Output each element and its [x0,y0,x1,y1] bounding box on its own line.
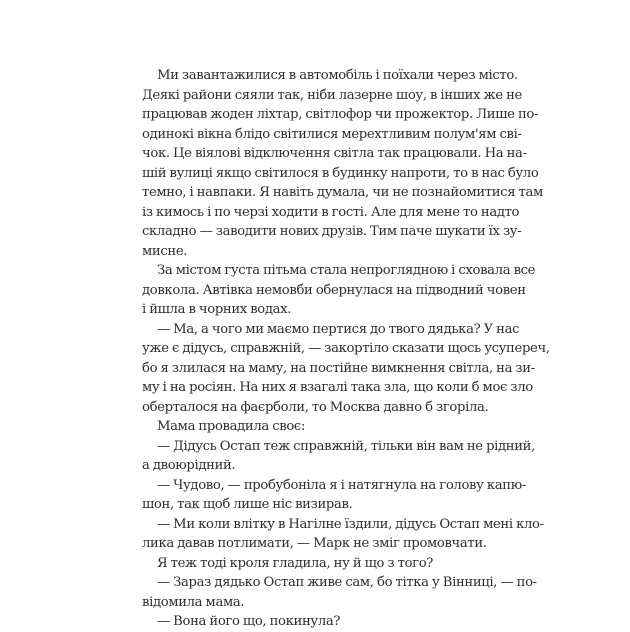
text-line: — Зараз дядько Остап живе сам, бо тітка у Вінниці, — по- [157,575,537,590]
text-line: лика давав потлимати, — Марк не зміг промовчати. [142,536,487,551]
text-line: довкола. Автівка немовби обернулася на підводний човен [142,282,526,298]
text-line: і йшла в чорних водах. [142,302,292,317]
text-line: а двоюрідний. [142,458,236,473]
text-line: уже є дідусь, справжній, — закортіло сказати щось усупереч, [142,341,550,356]
text-line: одинокі вікна блідо світилися мерехтливим полум'ям сві- [142,126,522,142]
text-line: Деякі райони сяяли так, ніби лазерне шоу, в інших же не [142,87,522,103]
text-line: Я теж тоді кроля гладила, ну й що з того? [157,555,434,571]
text-line: темно, і навпаки. Я навіть думала, чи не познайомитися там [142,185,543,200]
text-line: складно — заводити нових друзів. Тим паче шукати їх зу- [142,224,522,239]
text-line: бо я злилася на маму, на постійне вимкнення світла, на зи- [142,360,535,376]
book-page-text [142,66,550,632]
text-line: мисне. [142,243,188,259]
text-line: шій вулиці якщо світилося в будинку напроти, то в нас було [142,165,539,181]
text-line: — Дідусь Остап теж справжній, тільки він вам не рідний, [157,438,535,454]
text-line: — Чудово, — пробубоніла я і натягнула на голову капю- [157,477,526,493]
text-line: му і на росіян. На них я взагалі така зла, що коли б моє зло [142,380,533,395]
text-line: Ми завантажилися в автомобіль і поїхали через місто. [157,68,518,83]
text-line: чок. Це віялові відключення світла так працювали. На на- [142,146,527,161]
text-line: — Ма, а чого ми маємо пертися до твого дядька? У нас [157,321,520,337]
text-line: шон, так щоб лише ніс визирав. [142,497,353,512]
text-line: За містом густа пітьма стала непроглядною і сховала все [157,263,536,278]
text-line: Мама провадила своє: [157,419,306,434]
text-line: відомила мама. [142,594,245,610]
text-line: оберталося на фаєрболи, то Москва давно б згоріла. [142,399,489,415]
text-line: працював жоден ліхтар, світлофор чи прожектор. Лише по- [142,107,539,122]
text-line: — Ми коли влітку в Нагілне їздили, дідусь Остап мені кло- [157,516,544,532]
text-line: із кимось і по черзі ходити в гості. Але для мене то надто [142,204,520,220]
text-line: — Вона його що, покинула? [157,614,341,629]
